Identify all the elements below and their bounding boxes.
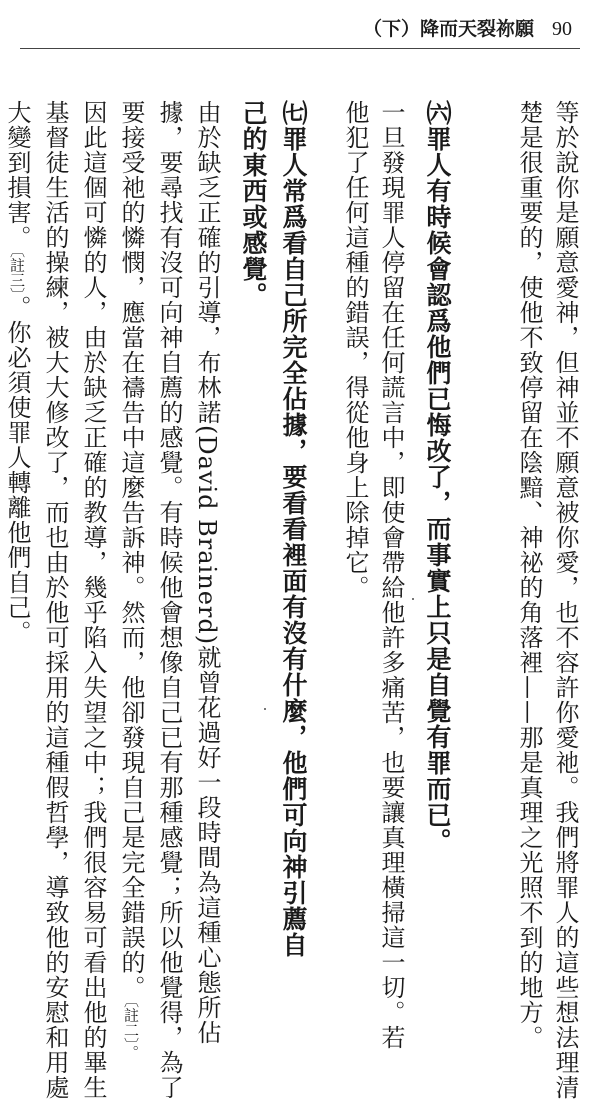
text-column-2: 楚是很重要的，使他不致停留在陰黯、神祕的角落裡——那是真理之光照不到的地方。 bbox=[515, 100, 543, 1050]
print-speck bbox=[264, 708, 266, 710]
text-column-3: 一旦發現罪人停留在任何謊言中，即使會帶給他許多痛苦，也要讓真理橫掃這一切。若 bbox=[377, 100, 405, 1050]
footnote-marker: 〔註二〕。 bbox=[122, 1000, 140, 1060]
text-column-8: 因此這個可憐的人，由於缺乏正確的教導，幾乎陷入失望之中；我們很容易可看出他的畢生 bbox=[79, 100, 107, 1100]
section-heading-7-cont: 己的東西或感覺。 bbox=[239, 100, 268, 308]
section-heading-7: ㈦罪人常爲看自己所完全佔據，要看看裡面有沒有什麼，他們可向神引薦自 bbox=[279, 100, 308, 958]
text-column-5: 由於缺乏正確的引導，布林諾(David Brainerd)就曾花過好一段時間為這種心態所佔 bbox=[193, 100, 221, 1046]
text-column-6: 據，要尋找有沒可向神自薦的感覺。有時候他會想像自己已有那種感覺；所以他覺得，為了 bbox=[155, 100, 183, 1100]
running-title: （下）降而天裂祢願 bbox=[362, 18, 534, 40]
footnote-marker: 〔註三〕 bbox=[8, 250, 26, 295]
header-rule bbox=[20, 48, 580, 49]
text-column-4: 他犯了任何這種的錯誤，得從他身上除掉它。 bbox=[341, 100, 369, 600]
text-column-7: 要接受祂的憐憫，應當在禱告中這麼告訴神。然而，他卻發現自己是完全錯誤的。〔註二〕。 bbox=[117, 100, 145, 1060]
page-header bbox=[363, 14, 572, 41]
section-heading-6: ㈥罪人有時候會認爲他們已悔改了，而事實上只是自覺有罪而已。 bbox=[423, 100, 452, 854]
page-number: 90 bbox=[552, 18, 572, 40]
text-column-1: 等於說你是願意愛神，但神並不願意被你愛，也不容許你愛祂。我們將罪人的這些想法理清 bbox=[551, 100, 579, 1100]
text-column-9: 基督徒生活的操練，被大大修改了，而也由於他可採用的這種假哲學，導致他的安慰和用處 bbox=[41, 100, 69, 1100]
text-column-10: 大變到損害。〔註三〕。你必須使罪人轉離他們自己。 bbox=[3, 100, 31, 645]
print-speck bbox=[412, 598, 414, 600]
